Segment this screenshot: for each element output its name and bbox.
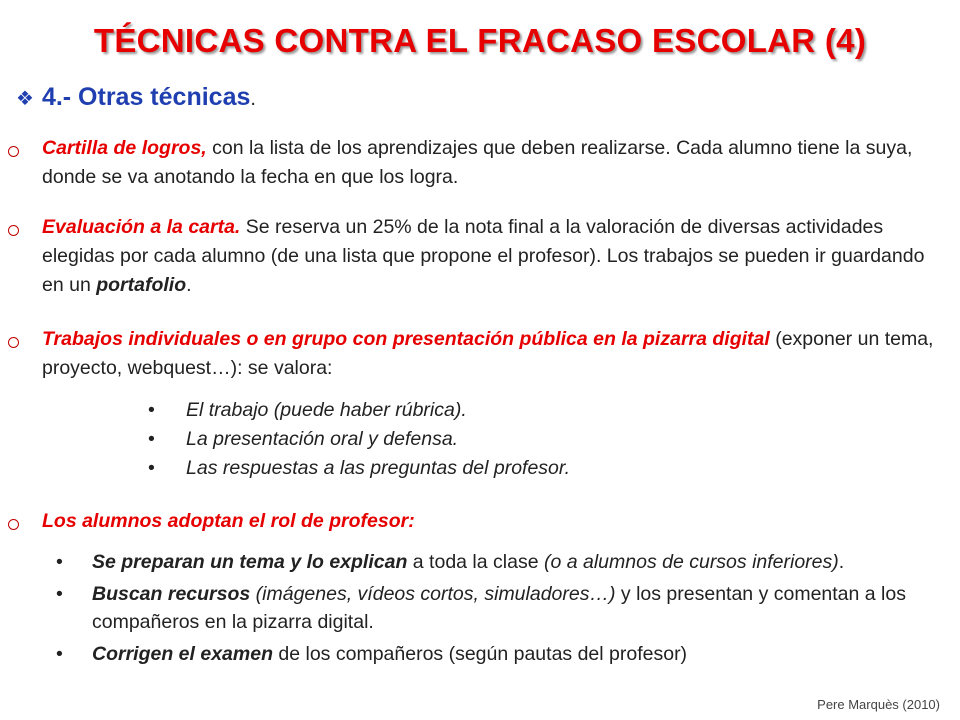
circle-bullet-icon (8, 519, 19, 530)
slide-title: TÉCNICAS CONTRA EL FRACASO ESCOLAR (4) (93, 22, 867, 59)
bullet-icon: • (56, 583, 63, 605)
diamond-bullet-icon: ❖ (16, 88, 34, 110)
circle-bullet-icon (8, 225, 19, 236)
circle-bullet-icon (8, 146, 19, 157)
item-rol-profesor-bullets (56, 548, 926, 672)
bullet-icon: • (148, 428, 155, 450)
bullet-icon: • (148, 399, 155, 421)
item-trabajos-bullets (148, 396, 928, 483)
author-credit: Pere Marquès (2010) (817, 697, 940, 712)
item-cartilla (42, 134, 947, 192)
item-text: con la lista de los aprendizajes que deben realizarse. Cada alumno tiene la suya, donde se va anotando la fecha en que los logra. (42, 137, 913, 188)
item-text: Se reserva un 25% de la nota final a la valoración de diversas actividades elegidas por cada alumno (de una lista que propone el profesor). Los trabajos se pueden ir guardando en un (42, 216, 925, 296)
item-lead: Evaluación a la carta. (42, 216, 241, 238)
item-trabajos (42, 325, 947, 383)
item-lead: Trabajos individuales o en grupo con presentación pública en la pizarra digital (42, 328, 770, 350)
item-text: (exponer un tema, proyecto, webquest…): se valora: (42, 328, 934, 379)
item-tail: . (186, 274, 192, 296)
item-evaluacion (42, 213, 947, 300)
section-label: 4.- Otras técnicas (41, 83, 251, 111)
list-item: • Corrigen el examen de los compañeros (según pautas del profesor) (56, 640, 926, 668)
bullet-icon: • (56, 643, 63, 665)
list-item: • Las respuestas a las preguntas del profesor. (148, 454, 928, 483)
item-lead: Cartilla de logros, (42, 137, 207, 159)
list-item: • La presentación oral y defensa. (148, 425, 928, 454)
list-item: • El trabajo (puede haber rúbrica). (148, 396, 928, 425)
item-emphasis: portafolio (96, 274, 187, 296)
item-lead: Los alumnos adoptan el rol de profesor: (42, 510, 415, 532)
list-item: • Buscan recursos (imágenes, vídeos cortos, simuladores…) y los presentan y comentan a los compañeros en la pizarra digital. (56, 580, 926, 636)
bullet-icon: • (56, 551, 63, 573)
item-rol-profesor (42, 507, 947, 536)
circle-bullet-icon (8, 337, 19, 348)
list-item: • Se preparan un tema y lo explican a toda la clase (o a alumnos de cursos inferiores). (56, 548, 926, 576)
bullet-icon: • (148, 457, 155, 479)
section-heading (16, 83, 256, 112)
section-dot: . (250, 88, 256, 110)
